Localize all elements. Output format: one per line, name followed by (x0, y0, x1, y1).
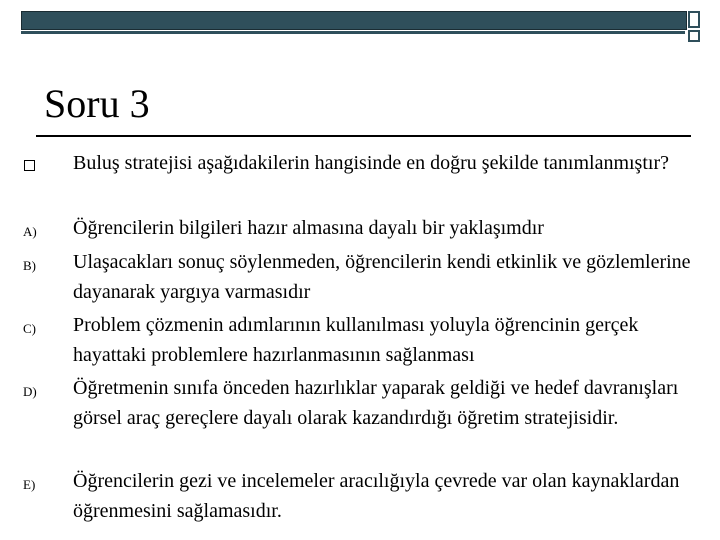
option-a-marker: A) (23, 224, 37, 239)
header-bar (21, 11, 687, 30)
title-divider (36, 135, 691, 137)
slide-title: Soru 3 (44, 81, 150, 126)
option-c-marker: C) (23, 321, 36, 336)
option-e-marker: E) (23, 477, 36, 492)
option-d-marker: D) (23, 384, 37, 399)
corner-box-lower (688, 30, 700, 42)
option-b-marker: B) (23, 258, 36, 273)
square-bullet-icon (24, 160, 35, 171)
option-c-text: Problem çözmenin adımlarının kullanılması yoluyla öğrencinin gerçek hayattaki problemlere hazırlanmasının sağlanması (73, 314, 639, 366)
option-b-text: Ulaşacakları sonuç söylenmeden, öğrencilerin kendi etkinlik ve gözlemlerine dayanarak yargıya varmasıdır (73, 251, 691, 303)
header-underline (21, 31, 685, 34)
option-d-text: Öğretmenin sınıfa önceden hazırlıklar yaparak geldiği ve hedef davranışları görsel araç gereçlere dayalı olarak kazandırdığı öğretim stratejisidir. (73, 377, 679, 429)
option-e-text: Öğrencilerin gezi ve incelemeler aracılığıyla çevrede var olan kaynaklardan öğrenmesini sağlamasıdır. (73, 470, 680, 522)
option-a-text: Öğrencilerin bilgileri hazır almasına dayalı bir yaklaşımdır (73, 217, 544, 239)
question-text: Buluş stratejisi aşağıdakilerin hangisinde en doğru şekilde tanımlanmıştır? (73, 152, 669, 174)
corner-box-upper (688, 11, 700, 28)
